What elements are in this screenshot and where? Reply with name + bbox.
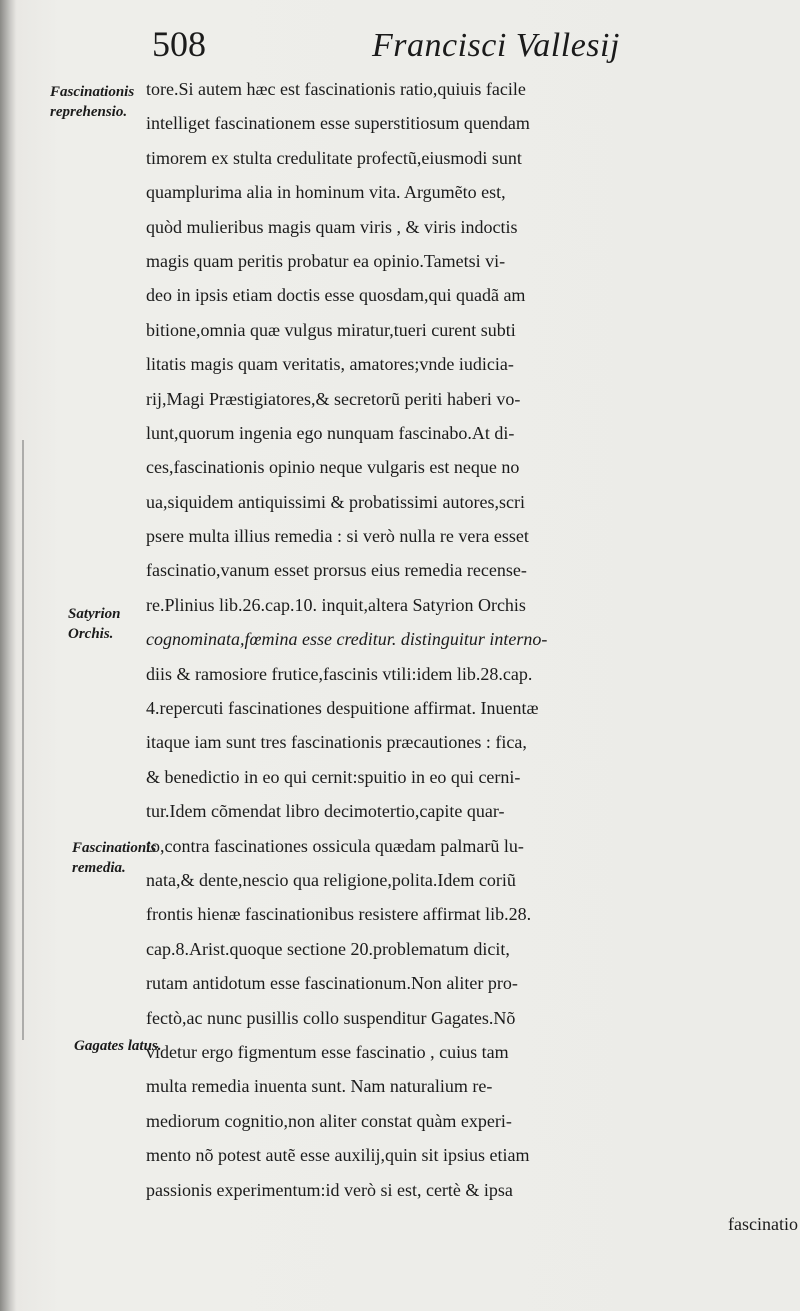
text-line: re.Plinius lib.26.cap.10. inquit,altera Satyrion Orchis	[146, 594, 526, 615]
text-line: frontis hienæ fascinationibus resistere affirmat lib.28.	[146, 904, 532, 925]
text-line: rutam antidotum esse fascinationum.Non aliter pro-	[146, 973, 518, 994]
running-head: Francisci Vallesij	[372, 27, 620, 64]
text-line: diis & ramosiore frutice,fascinis vtili:idem lib.28.cap.	[146, 663, 533, 684]
text-line-italic: cognominata,fœmina esse creditur. distinguitur interno-	[146, 629, 548, 650]
text-line: quòd mulieribus magis quam viris , & viris indoctis	[146, 216, 518, 237]
text-line: itaque iam sunt tres fascinationis præcautiones : fica,	[146, 732, 527, 753]
text-line: passionis experimentum:id verò si est, certè & ipsa	[146, 1179, 513, 1200]
text-line: fascinatio,vanum esset prorsus eius remedia recense-	[146, 560, 527, 581]
text-line: mento nõ potest autẽ esse auxilij,quin sit ipsius etiam	[146, 1145, 530, 1166]
margin-notes	[0, 0, 160, 1311]
text-line: fectò,ac nunc pusillis collo suspenditur Gagates.Nõ	[146, 1007, 516, 1028]
text-line: rij,Magi Præstigiatores,& secretorũ periti haberi vo-	[146, 388, 521, 409]
margin-note-fascinationis-reprehensio: Fascinationis reprehensio.	[50, 84, 135, 120]
margin-note-gagates-latus: Gagates latus.	[74, 1038, 162, 1054]
text-line: lunt,quorum ingenia ego nunquam fascinabo.At di-	[146, 422, 515, 443]
text-line: bitione,omnia quæ vulgus miratur,tueri curent subti	[146, 319, 516, 340]
margin-note-fascinationis-remedia: Fascinationis remedia.	[72, 840, 157, 876]
text-line: ua,siquidem antiquissimi & probatissimi autores,scri	[146, 491, 525, 512]
text-line: intelliget fascinationem esse superstitiosum quendam	[146, 113, 530, 134]
text-line: tur.Idem cõmendat libro decimotertio,capite quar-	[146, 801, 505, 822]
text-line: magis quam peritis probatur ea opinio.Tametsi vi-	[146, 250, 506, 271]
text-line: fascinatio	[728, 1213, 798, 1234]
text-line: deo in ipsis etiam doctis esse quosdam,qui quadã am	[146, 285, 526, 306]
page-number: 508	[152, 24, 206, 64]
text-line: multa remedia inuenta sunt. Nam naturalium re-	[146, 1076, 493, 1097]
text-line: timorem ex stulta credulitate profectũ,eiusmodi sunt	[146, 147, 522, 168]
text-line: litatis magis quam veritatis, amatores;vnde iudicia-	[146, 354, 514, 375]
text-line: 4.repercuti fascinationes despuitione affirmat. Inuentæ	[146, 698, 539, 719]
text-line: to,contra fascinationes ossicula quædam palmarũ lu-	[146, 835, 524, 856]
text-line: ces,fascinationis opinio neque vulgaris est neque no	[146, 457, 520, 478]
text-line: nata,& dente,nescio qua religione,polita.Idem coriũ	[146, 869, 516, 890]
text-line: quamplurima alia in hominum vita. Argumẽto est,	[146, 182, 506, 203]
text-line: mediorum cognitio,non aliter constat quàm experi-	[146, 1110, 512, 1131]
text-line: tore.Si autem hæc est fascinationis ratio,quiuis facile	[146, 79, 526, 99]
text-line: videtur ergo figmentum esse fascinatio , cuius tam	[146, 1041, 509, 1062]
text-line: cap.8.Arist.quoque sectione 20.problematum dicit,	[146, 938, 510, 959]
text-line: & benedictio in eo qui cernit:spuitio in eo qui cerni-	[146, 766, 521, 787]
text-line: psere multa illius remedia : si verò nulla re vera esset	[146, 526, 529, 547]
body-text	[146, 72, 798, 1241]
margin-note-satyrion-orchis: Satyrion Orchis.	[68, 606, 121, 642]
